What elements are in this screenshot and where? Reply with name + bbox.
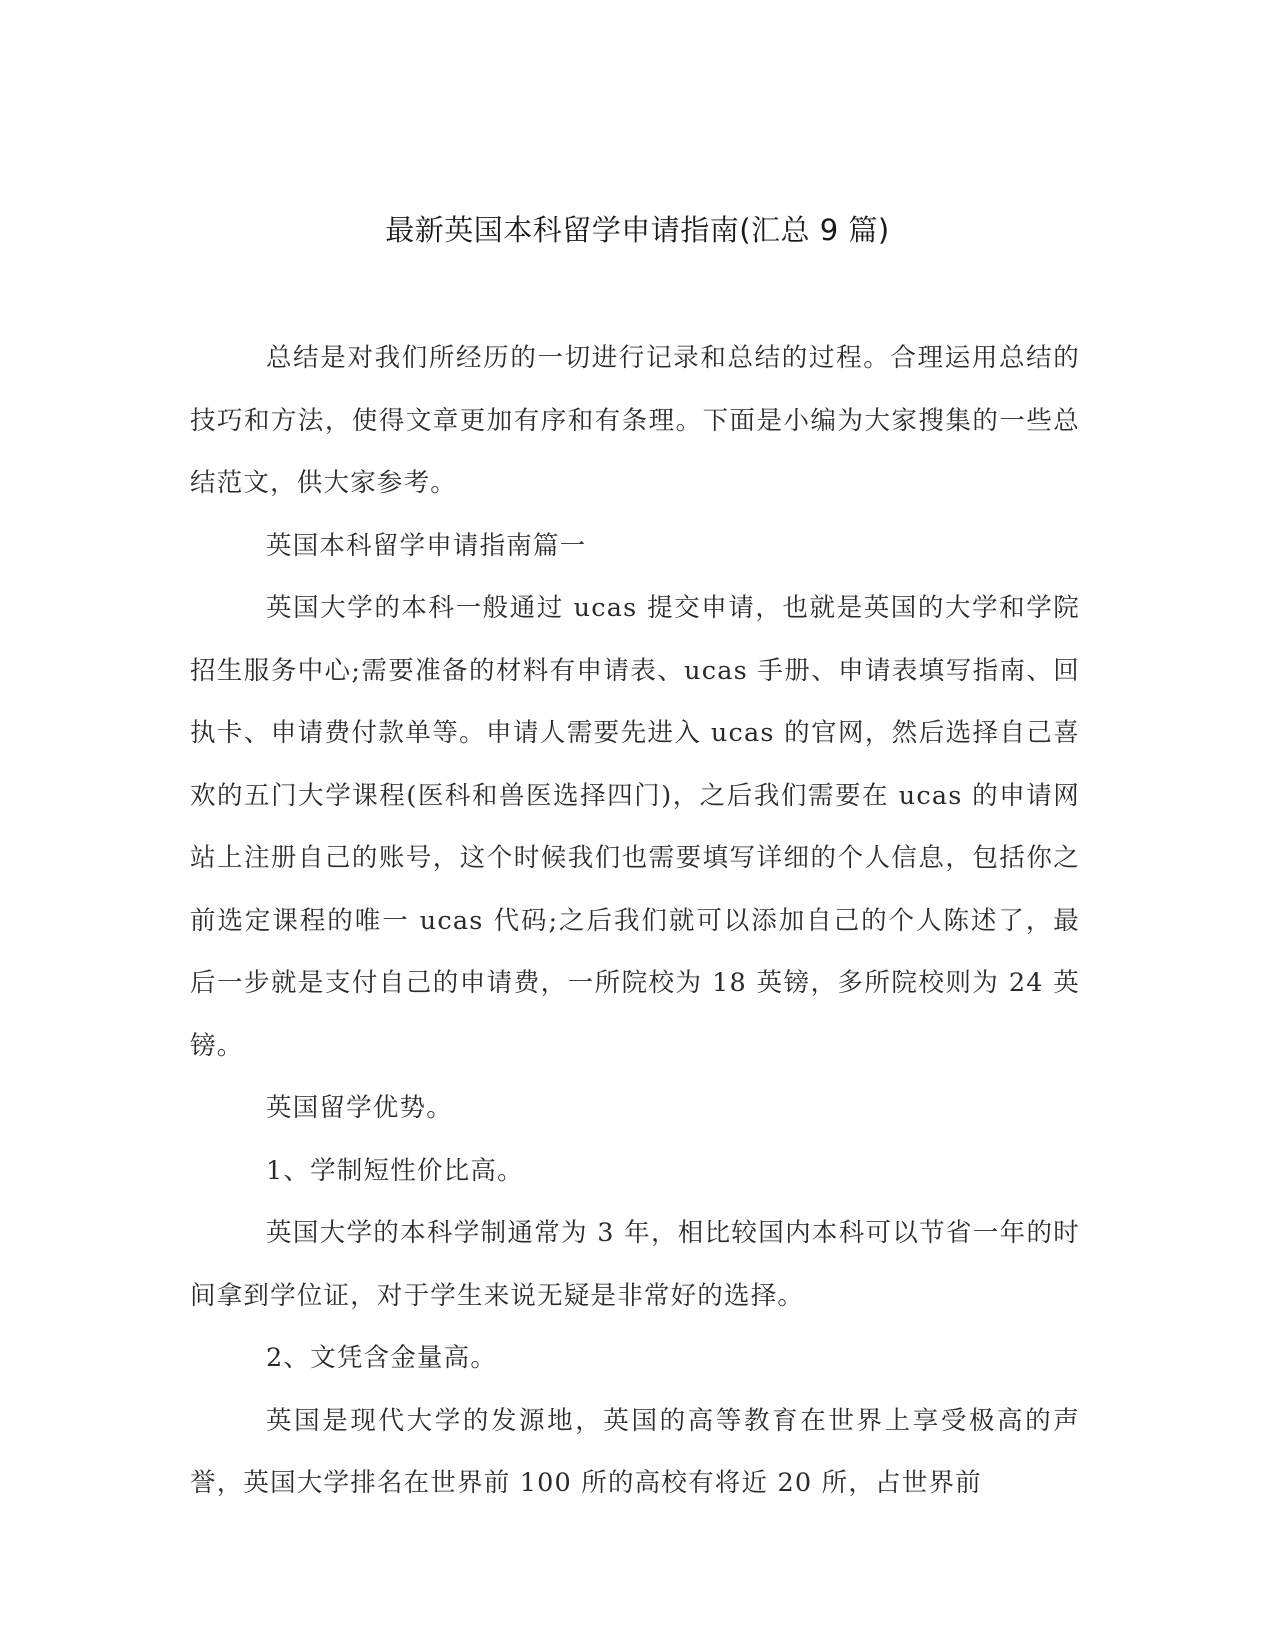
intro-paragraph: 总结是对我们所经历的一切进行记录和总结的过程。合理运用总结的技巧和方法，使得文章更加有序和有条理。下面是小编为大家搜集的一些总结范文，供大家参考。	[190, 343, 1080, 498]
ucas-paragraph: 英国大学的本科一般通过 ucas 提交申请，也就是英国的大学和学院招生服务中心;需要准备的材料有申请表、ucas 手册、申请表填写指南、回执卡、申请费付款单等。申请人需要先进入 ucas 的官网，然后选择自己喜欢的五门大学课程(医科和兽医选择四门)，之后我们需要在 ucas 的申请网站上注册自己的账号，这个时候我们也需要填写详细的个人信息，包括你之前选定课程的唯一 ucas 代码;之后我们就可以添加自己的个人陈述了，最后一步就是支付自己的申请费，一所院校为 18 英镑，多所院校则为 24 英镑。	[190, 593, 1080, 1061]
advantage-1-heading: 1、学制短性价比高。	[266, 1155, 524, 1186]
document-body	[190, 327, 1080, 1515]
advantage-1-paragraph: 英国大学的本科学制通常为 3 年，相比较国内本科可以节省一年的时间拿到学位证，对于学生来说无疑是非常好的选择。	[190, 1218, 1080, 1311]
advantage-2-heading: 2、文凭含金量高。	[266, 1343, 498, 1373]
advantage-2-paragraph: 英国是现代大学的发源地，英国的高等教育在世界上享受极高的声誉，英国大学排名在世界前 100 所的高校有将近 20 所，占世界前	[190, 1405, 1080, 1498]
section-heading: 英国本科留学申请指南篇一	[266, 530, 587, 561]
advantages-heading: 英国留学优势。	[266, 1093, 453, 1123]
document-title: 最新英国本科留学申请指南(汇总 9 篇)	[385, 213, 890, 247]
